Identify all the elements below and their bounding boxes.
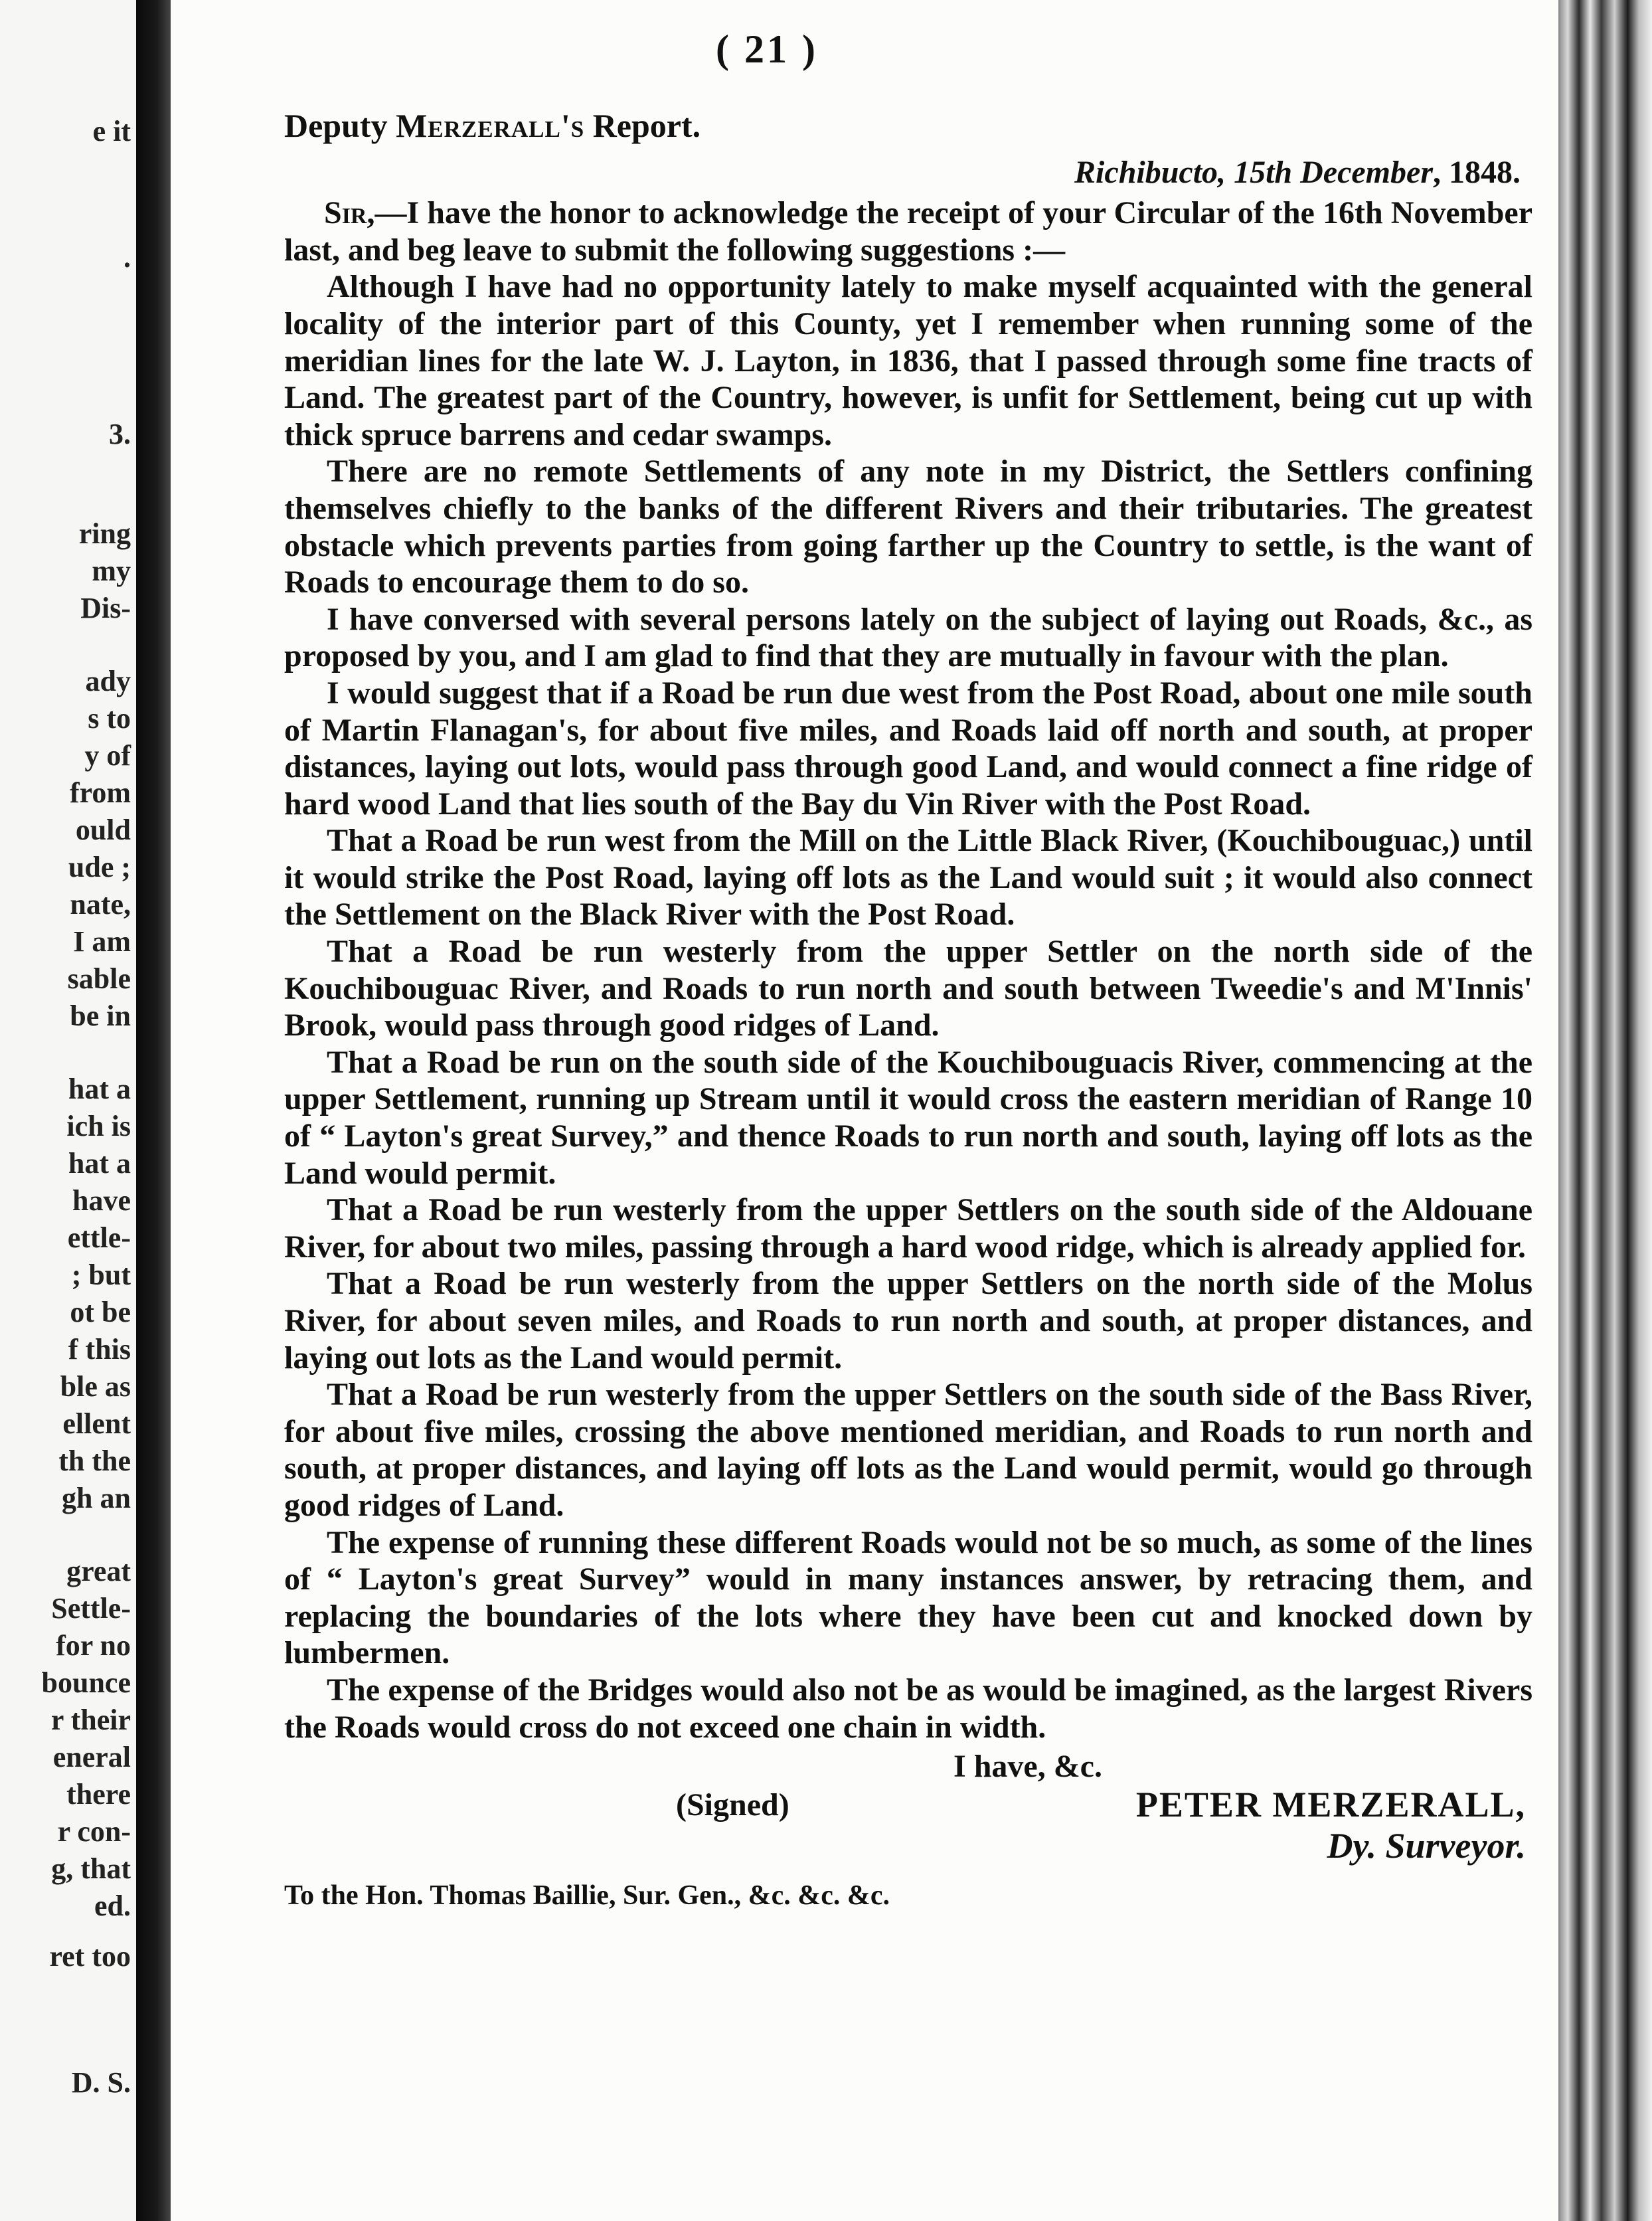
left-page-fragment: f this bbox=[68, 1333, 131, 1366]
paragraph-6: That a Road be run west from the Mill on the Little Black River, (Kouchibouguac,) until it would strike the Post Road, laying off lots as the Land would suit ; it would also connect the Settlement on the Black River with the Post Road. bbox=[284, 823, 1532, 933]
paragraph-4: I have conversed with several persons lately on the subject of laying out Roads, &c., as proposed by you, and I am glad to find that they are mutually in favour with the plan. bbox=[284, 601, 1532, 674]
signature-row bbox=[284, 1784, 1532, 1826]
left-page-fragment: ady bbox=[85, 665, 131, 697]
paragraph-8: That a Road be run on the south side of the Kouchibouguacis River, commencing at the upper Settlement, running up Stream until it would cross the eastern meridian of Range 10 of “ Layton's great Survey,” and thence Roads to run north and south, laying off lots as the Land would permit. bbox=[284, 1044, 1532, 1191]
signed-label: (Signed) bbox=[676, 1787, 789, 1822]
left-page-fragment: ot be bbox=[70, 1296, 131, 1328]
left-facing-page bbox=[0, 0, 136, 2221]
left-page-fragment: bounce bbox=[41, 1666, 131, 1699]
left-page-fragment: gh an bbox=[62, 1482, 131, 1514]
paragraph-11: That a Road be run westerly from the upper Settlers on the south side of the Bass River, for about five miles, crossing the above mentioned meridian, and Roads to run north and south, at proper distances, and laying off lots as the Land would permit, would go through good ridges of Land. bbox=[284, 1377, 1532, 1523]
left-page-fragment: nate, bbox=[70, 888, 131, 921]
left-page-fragment: ellent bbox=[62, 1407, 131, 1440]
left-page-fragment: D. S. bbox=[71, 2066, 131, 2099]
left-page-fragment: r their bbox=[50, 1704, 131, 1736]
left-page-fragment: ould bbox=[75, 814, 131, 846]
heading-suffix: Report. bbox=[584, 107, 701, 144]
left-page-fragment: hat a bbox=[68, 1147, 131, 1180]
paragraph-3: There are no remote Settlements of any note in my District, the Settlers confining themselves chiefly to the banks of the different Rivers and their tributaries. The greatest obstacle which prevents parties from going farther up the Country to settle, is the want of Roads to encourage them to do so. bbox=[284, 454, 1532, 600]
paragraph-text: —I have the honor to acknowledge the receipt of your Circular of the 16th November last, and beg leave to submit the following suggestions :— bbox=[284, 195, 1532, 268]
paragraph-7: That a Road be run westerly from the upper Settler on the north side of the Kouchibouguac River, and Roads to run north and south between Tweedie's and M'Innis' Brook, would pass through good ridges of Land. bbox=[284, 934, 1532, 1043]
left-page-fragment: . bbox=[124, 241, 131, 274]
paragraph-1 bbox=[284, 195, 1532, 268]
addressee: To the Hon. Thomas Baillie, Sur. Gen., &c. &c. &c. bbox=[284, 1880, 890, 1911]
left-page-fragment: ich is bbox=[66, 1110, 131, 1142]
left-page-fragment: my bbox=[92, 555, 131, 587]
page-edge bbox=[1558, 0, 1652, 2221]
dateline-place: Richibucto, bbox=[1074, 154, 1226, 190]
left-page-fragment: eneral bbox=[52, 1741, 131, 1773]
dateline bbox=[284, 154, 1521, 191]
left-page-fragment: y of bbox=[84, 739, 131, 772]
paragraph-5: I would suggest that if a Road be run due west from the Post Road, about one mile south of Martin Flanagan's, for about five miles, and Roads laid off north and south, at proper distances, laying out lots, would pass through good Land, and would connect a fine ridge of hard wood Land that lies south of the Bay du Vin River with the Post Road. bbox=[284, 675, 1532, 822]
left-page-fragment: sable bbox=[67, 962, 131, 995]
left-page-fragment: ring bbox=[78, 517, 131, 550]
page-number: ( 21 ) bbox=[716, 27, 818, 71]
document-body bbox=[284, 100, 1532, 1915]
book-gutter bbox=[136, 0, 171, 2221]
left-page-fragment: Dis- bbox=[80, 592, 131, 624]
paragraph-10: That a Road be run westerly from the upper Settlers on the north side of the Molus River, for about seven miles, and Roads to run north and south, at proper distances, and laying out lots as the Land would permit. bbox=[284, 1266, 1532, 1376]
left-page-fragment: ble as bbox=[60, 1370, 131, 1403]
left-page-fragment: ed. bbox=[94, 1890, 131, 1922]
left-page-fragment: be in bbox=[70, 1000, 131, 1032]
paragraph-2: Although I have had no opportunity lately to make myself acquainted with the general locality of the interior part of this County, yet I remember when running some of the meridian lines for the late W. J. Layton, in 1836, that I passed through some fine tracts of Land. The greatest part of the Country, however, is unfit for Settlement, being cut up with thick spruce barrens and cedar swamps. bbox=[284, 269, 1532, 452]
left-page-fragment: great bbox=[66, 1555, 131, 1587]
left-page-fragment: I am bbox=[73, 925, 131, 958]
left-page-fragment: th the bbox=[58, 1445, 131, 1477]
signer-title: Dy. Surveyor. bbox=[1327, 1825, 1526, 1866]
left-page-fragment: Settle- bbox=[51, 1592, 131, 1625]
dateline-year: , 1848. bbox=[1433, 154, 1521, 190]
salutation: Sir, bbox=[324, 195, 375, 231]
signer-name: PETER MERZERALL, bbox=[1135, 1784, 1526, 1824]
left-page-fragment: for no bbox=[56, 1629, 131, 1662]
left-page-fragment: g, that bbox=[51, 1852, 131, 1885]
left-page-fragment: 3. bbox=[109, 418, 131, 450]
left-page-fragment: ettle- bbox=[67, 1221, 131, 1254]
left-page-fragment: there bbox=[66, 1778, 131, 1811]
left-page-fragment: hat a bbox=[68, 1073, 131, 1105]
left-page-fragment: from bbox=[69, 776, 131, 809]
left-page-fragment: e it bbox=[92, 115, 131, 147]
closing: I have, &c. bbox=[953, 1749, 1102, 1785]
left-page-fragment: s to bbox=[88, 702, 131, 735]
left-page-fragment: ret too bbox=[49, 1940, 131, 1973]
report-heading bbox=[284, 108, 1532, 145]
paragraph-13: The expense of the Bridges would also not be as would be imagined, as the largest Rivers the Roads would cross do not exceed one chain in width. bbox=[284, 1672, 1532, 1745]
dateline-date: 15th December bbox=[1226, 154, 1433, 190]
heading-prefix: Deputy bbox=[284, 107, 396, 144]
paragraph-12: The expense of running these different Roads would not be so much, as some of the lines of “ Layton's great Survey” would in many instances answer, by retracing them, and replacing the boundaries of the lots where they have been cut and knocked down by lumbermen. bbox=[284, 1524, 1532, 1671]
paragraph-9: That a Road be run westerly from the upper Settlers on the south side of the Aldouane River, for about two miles, passing through a hard wood ridge, which is already applied for. bbox=[284, 1192, 1532, 1265]
left-page-fragment: have bbox=[72, 1184, 131, 1217]
heading-name: Merzerall's bbox=[396, 107, 585, 144]
left-page-fragment: r con- bbox=[57, 1815, 131, 1848]
left-page-fragment: ; but bbox=[71, 1259, 131, 1291]
left-page-fragment: ude ; bbox=[68, 851, 131, 883]
